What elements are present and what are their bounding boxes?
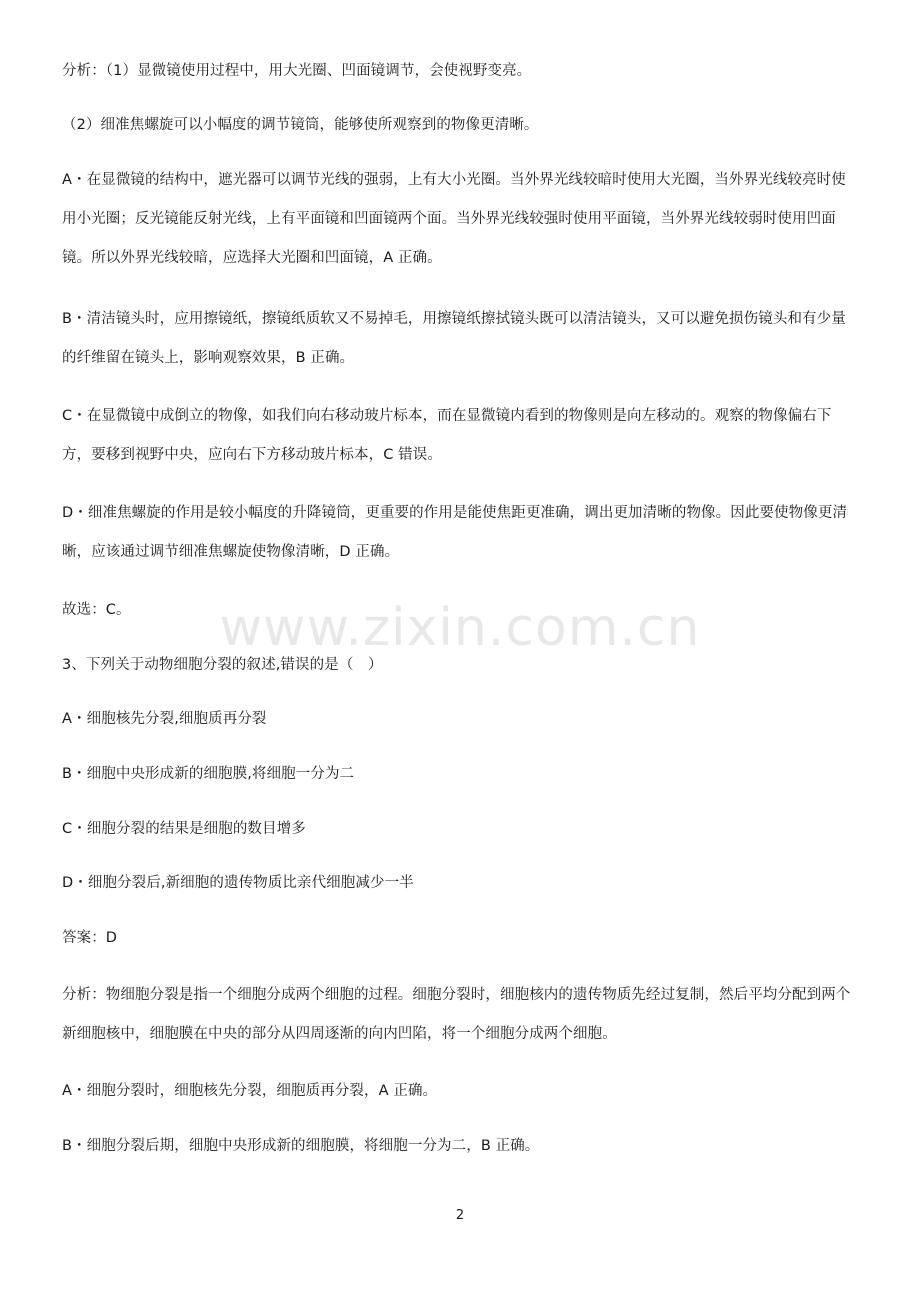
question-3-explanation-b: B・细胞分裂后期，细胞中央形成新的细胞膜，将细胞一分为二，B 正确。 bbox=[62, 1138, 540, 1154]
analysis-paragraph-1: 分析：（1）显微镜使用过程中，用大光圈、凹面镜调节，会使视野变亮。 bbox=[62, 63, 532, 79]
question-3-stem: 3、下列关于动物细胞分裂的叙述,错误的是（ ） bbox=[62, 657, 383, 673]
question-3-option-b: B・细胞中央形成新的细胞膜,将细胞一分为二 bbox=[62, 766, 355, 782]
question-3-option-d: D・细胞分裂后,新细胞的遗传物质比亲代细胞减少一半 bbox=[62, 875, 414, 891]
option-c-explanation: C・在显微镜中成倒立的物像，如我们向右移动玻片标本，而在显微镜内看到的物像则是向左移动的。观察的物像偏右下方，要移到视野中央，应向右下方移动玻片标本，C 错误。 bbox=[62, 408, 832, 463]
question-3-analysis: 分析：物细胞分裂是指一个细胞分成两个细胞的过程。细胞分裂时，细胞核内的遗传物质先经过复制，然后平均分配到两个新细胞核中，细胞膜在中央的部分从四周逐渐的向内凹陷，将一个细胞分成两个细胞。 bbox=[62, 987, 851, 1042]
option-b-explanation: B・清洁镜头时，应用擦镜纸，擦镜纸质软又不易掉毛，用擦镜纸擦拭镜头既可以清洁镜头，又可以避免损伤镜头和有少量的纤维留在镜头上，影响观察效果，B 正确。 bbox=[62, 311, 846, 366]
analysis-paragraph-2: （2）细准焦螺旋可以小幅度的调节镜筒，能够使所观察到的物像更清晰。 bbox=[62, 117, 539, 133]
option-a-explanation: A・在显微镜的结构中，遮光器可以调节光线的强弱，上有大小光圈。当外界光线较暗时使用大光圈，当外界光线较亮时使用小光圈；反光镜能反射光线，上有平面镜和凹面镜两个面。当外界光线较强时使用平面镜，当外界光线较弱时使用凹面镜。所以外界光线较暗，应选择大光圈和凹面镜，A 正确。 bbox=[62, 172, 846, 266]
watermark: www.zixin.com.cn bbox=[219, 598, 701, 658]
question-3-option-a: A・细胞核先分裂,细胞质再分裂 bbox=[62, 711, 267, 727]
question-3-answer: 答案：D bbox=[62, 930, 118, 946]
option-d-explanation: D・细准焦螺旋的作用是较小幅度的升降镜筒，更重要的作用是能使焦距更准确，调出更加清晰的物像。因此要使物像更清晰，应该通过调节细准焦螺旋使物像清晰，D 正确。 bbox=[62, 505, 848, 560]
question-3-option-c: C・细胞分裂的结果是细胞的数目增多 bbox=[62, 821, 306, 837]
answer-choice: 故选：C。 bbox=[62, 602, 131, 618]
page-number: 2 bbox=[455, 1208, 465, 1223]
question-3-explanation-a: A・细胞分裂时，细胞核先分裂，细胞质再分裂，A 正确。 bbox=[62, 1083, 438, 1099]
